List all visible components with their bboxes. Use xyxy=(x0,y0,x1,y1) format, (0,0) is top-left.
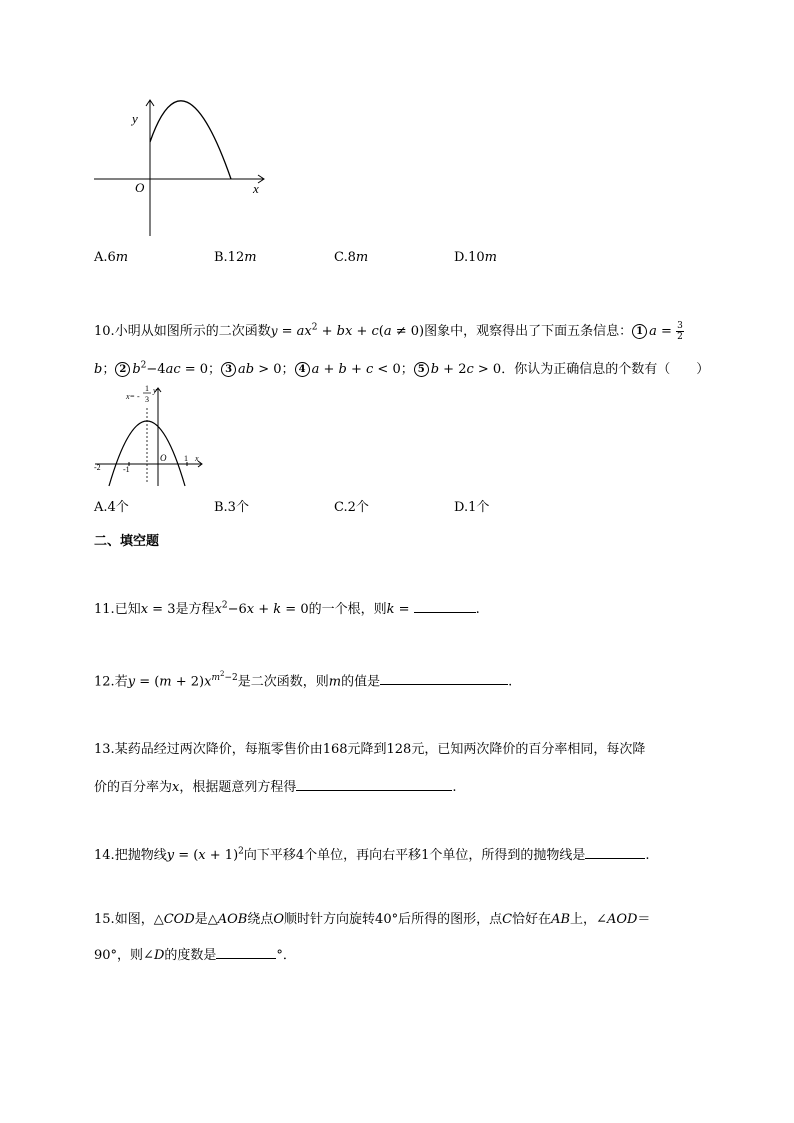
q11: 11.已知x = 3是方程$x^2-6x + k = 0$的一个根，则k = . xyxy=(94,598,480,617)
q10-option-c: C.2个 xyxy=(334,500,369,515)
q10-axis-label: x= - xyxy=(126,392,140,401)
q9-option-c: C.8m xyxy=(334,250,369,265)
q10-option-a: A.4个 xyxy=(94,500,129,515)
q10-label-y: y xyxy=(153,386,157,395)
q10-tick-label-m1: -1 xyxy=(123,465,130,474)
q9-label-x: x xyxy=(253,181,259,196)
section-title: 二、填空题 xyxy=(94,534,160,549)
q10-line2: b； 2 $b^2-4ac = 0$； 3 ab > 0； 4 a + b + c < 0； 5 b + 2c > 0．你认为正确信息的个数有（ ） xyxy=(94,360,710,377)
q10-tick-label-m2: -2 xyxy=(94,463,101,472)
q9-label-y: y xyxy=(132,111,138,126)
q13-blank[interactable] xyxy=(296,776,452,791)
q9-option-a: A.6m xyxy=(94,250,129,265)
q9-option-d: D.10m xyxy=(454,250,497,265)
q10-tick-label-1: 1 xyxy=(184,454,188,463)
q12-blank[interactable] xyxy=(380,670,508,685)
q14-blank[interactable] xyxy=(585,844,645,859)
q14: 14.把抛物线$y = (x + 1)^2$向下平移4个单位，再向右平移1个单位，所得到的抛物线是 . xyxy=(94,844,650,863)
q9-option-b: B.12m xyxy=(214,250,257,265)
q11-blank[interactable] xyxy=(414,598,476,613)
q13-line2: 价的百分率为x，根据题意列方程得 . xyxy=(94,776,457,795)
q10-line1: 10.小明从如图所示的二次函数$y = ax^2$ + bx + c(a ≠ 0)图象中，观察得出了下面五条信息： 1 a = $\frac{3}{2}$ xyxy=(94,321,683,342)
q13-line1: 13.某药品经过两次降价，每瓶零售价由168元降到128元，已知两次降价的百分率相同，每次降 xyxy=(94,742,646,757)
q9-label-o: O xyxy=(135,180,145,195)
q15-line2: 90°，则∠D的度数是 °． xyxy=(94,944,296,963)
q9-parabola xyxy=(150,101,231,179)
q10-frac-num: 1 xyxy=(145,384,149,393)
q10-label-o: O xyxy=(160,453,167,463)
q15-blank[interactable] xyxy=(216,944,276,959)
q10-option-d: D.1个 xyxy=(454,500,490,515)
q10-frac-den: 3 xyxy=(145,395,149,404)
q10-option-b: B.3个 xyxy=(214,500,249,515)
q12: 12.若$y = (m + 2)x^{m^2-2}$是二次函数，则m的值是 . xyxy=(94,670,513,690)
q9-graph xyxy=(88,96,268,241)
q10-label-x: x xyxy=(195,454,199,463)
q15-line1: 15.如图，△COD是△AOB绕点O顺时针方向旋转40°后所得的图形，点C恰好在AB上，∠AOD＝ xyxy=(94,912,651,927)
q10-graph xyxy=(90,382,210,487)
